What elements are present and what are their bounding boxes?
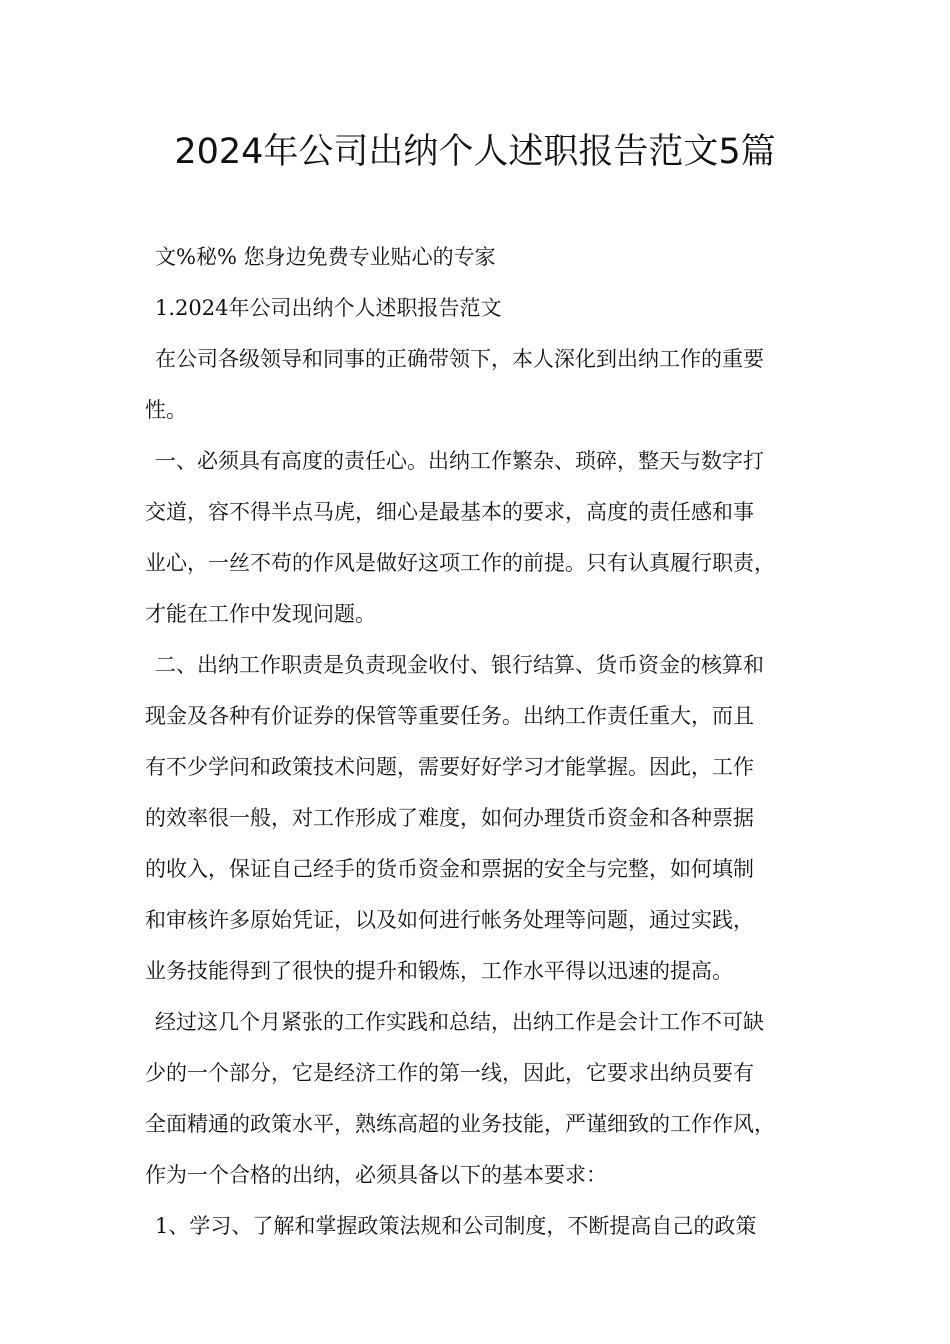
body-line: 1、学习、了解和掌握政策法规和公司制度，不断提高自己的政策: [155, 1214, 757, 1238]
body-line: 的效率很一般，对工作形成了难度，如何办理货币资金和各种票据: [145, 806, 754, 830]
body-line: 业心，一丝不苟的作风是做好这项工作的前提。只有认真履行职责，: [145, 551, 775, 575]
document-body: [145, 232, 810, 1252]
body-line: 经过这几个月紧张的工作实践和总结，出纳工作是会计工作不可缺: [155, 1010, 764, 1034]
body-line: 和审核许多原始凭证，以及如何进行帐务处理等问题，通过实践，: [145, 908, 754, 932]
body-line: 业务技能得到了很快的提升和锻炼，工作水平得以迅速的提高。: [145, 959, 733, 983]
body-line: 才能在工作中发现问题。: [145, 602, 376, 626]
body-line: 现金及各种有价证券的保管等重要任务。出纳工作责任重大，而且: [145, 704, 754, 728]
body-line: 1.2024年公司出纳个人述职报告范文: [155, 296, 502, 320]
body-line: 在公司各级领导和同事的正确带领下，本人深化到出纳工作的重要: [155, 347, 764, 371]
body-line: 少的一个部分，它是经济工作的第一线，因此，它要求出纳员要有: [145, 1061, 754, 1085]
body-line: 文%秘% 您身边免费专业贴心的专家: [155, 245, 496, 269]
body-line: 性。: [145, 398, 187, 422]
document-title: 2024年公司出纳个人述职报告范文5篇: [174, 132, 776, 172]
body-line: 一、必须具有高度的责任心。出纳工作繁杂、琐碎，整天与数字打: [155, 449, 764, 473]
body-line: 全面精通的政策水平，熟练高超的业务技能，严谨细致的工作作风，: [145, 1112, 775, 1136]
body-line: 二、出纳工作职责是负责现金收付、银行结算、货币资金的核算和: [155, 653, 764, 677]
body-line: 作为一个合格的出纳，必须具备以下的基本要求：: [145, 1163, 607, 1187]
body-line: 有不少学问和政策技术问题，需要好好学习才能掌握。因此，工作: [145, 755, 754, 779]
body-line: 交道，容不得半点马虎，细心是最基本的要求，高度的责任感和事: [145, 500, 754, 524]
body-line: 的收入，保证自己经手的货币资金和票据的安全与完整，如何填制: [145, 857, 754, 881]
